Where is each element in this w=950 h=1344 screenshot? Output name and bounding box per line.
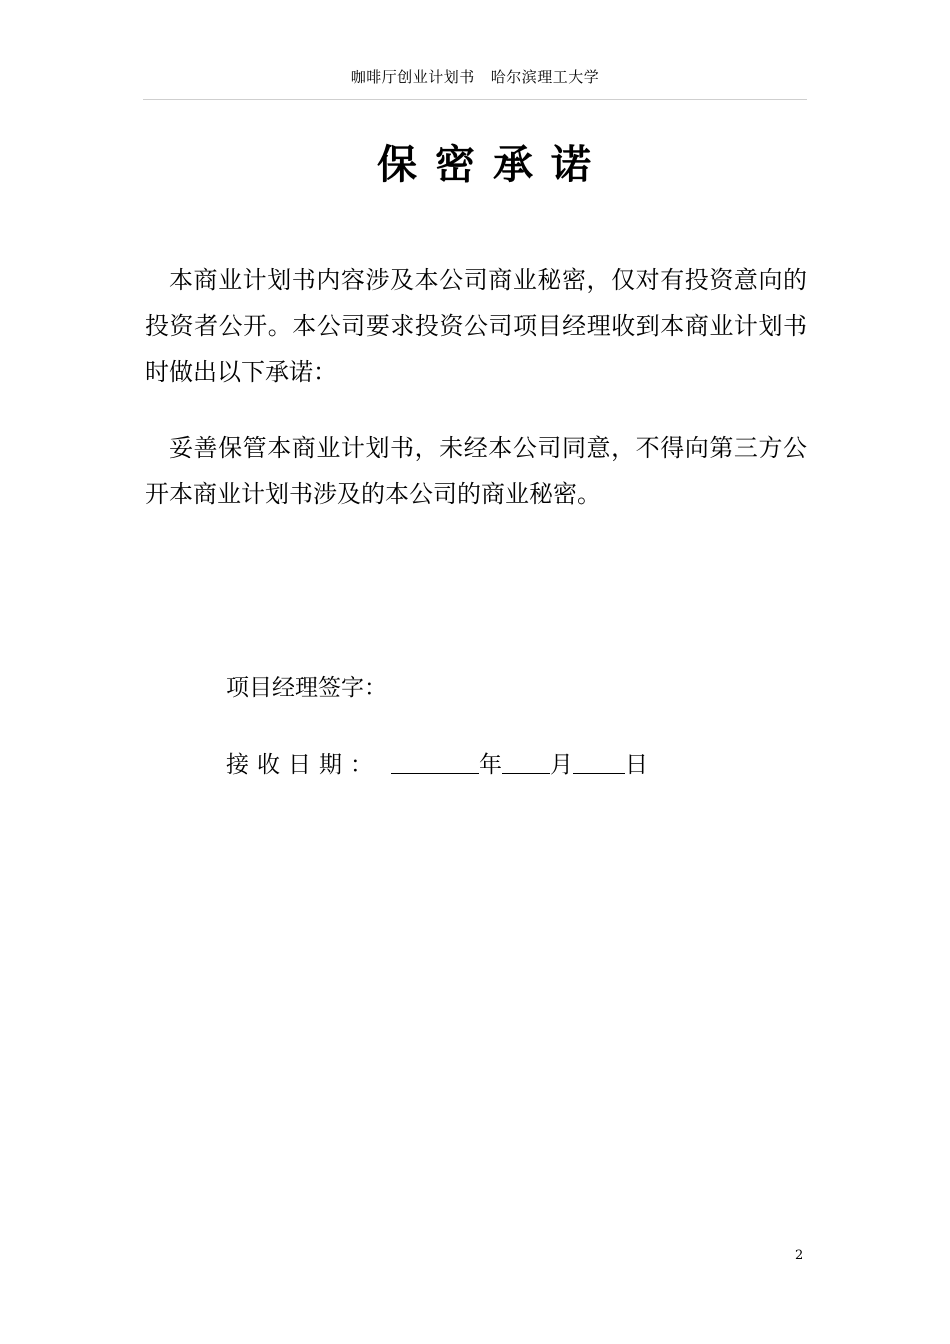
header-university-name: 哈尔滨理工大学 xyxy=(490,68,600,86)
page-header xyxy=(143,62,807,92)
header-document-title: 咖啡厅创业计划书 xyxy=(350,68,475,86)
year-blank xyxy=(391,747,479,774)
day-label: 日 xyxy=(625,752,648,778)
month-label: 月 xyxy=(550,752,573,778)
day-blank xyxy=(573,747,625,774)
year-label: 年 xyxy=(479,752,502,778)
page-number: 2 xyxy=(795,1248,804,1263)
paragraph-confidentiality-scope: 本商业计划书内容涉及本公司商业秘密，仅对有投资意向的投资者公开。本公司要求投资公司项目经理收到本商业计划书时做出以下承诺： xyxy=(145,266,807,386)
receipt-date-row xyxy=(226,747,648,783)
signature-label: 项目经理签字： xyxy=(226,675,387,701)
month-blank xyxy=(502,747,550,774)
receipt-date-label: 接收日期： xyxy=(226,752,381,778)
page-title: 保密承诺 xyxy=(377,142,609,188)
paragraph-commitment: 妥善保管本商业计划书，未经本公司同意，不得向第三方公开本商业计划书涉及的本公司的商业秘密。 xyxy=(145,434,807,508)
header-divider xyxy=(143,99,807,100)
